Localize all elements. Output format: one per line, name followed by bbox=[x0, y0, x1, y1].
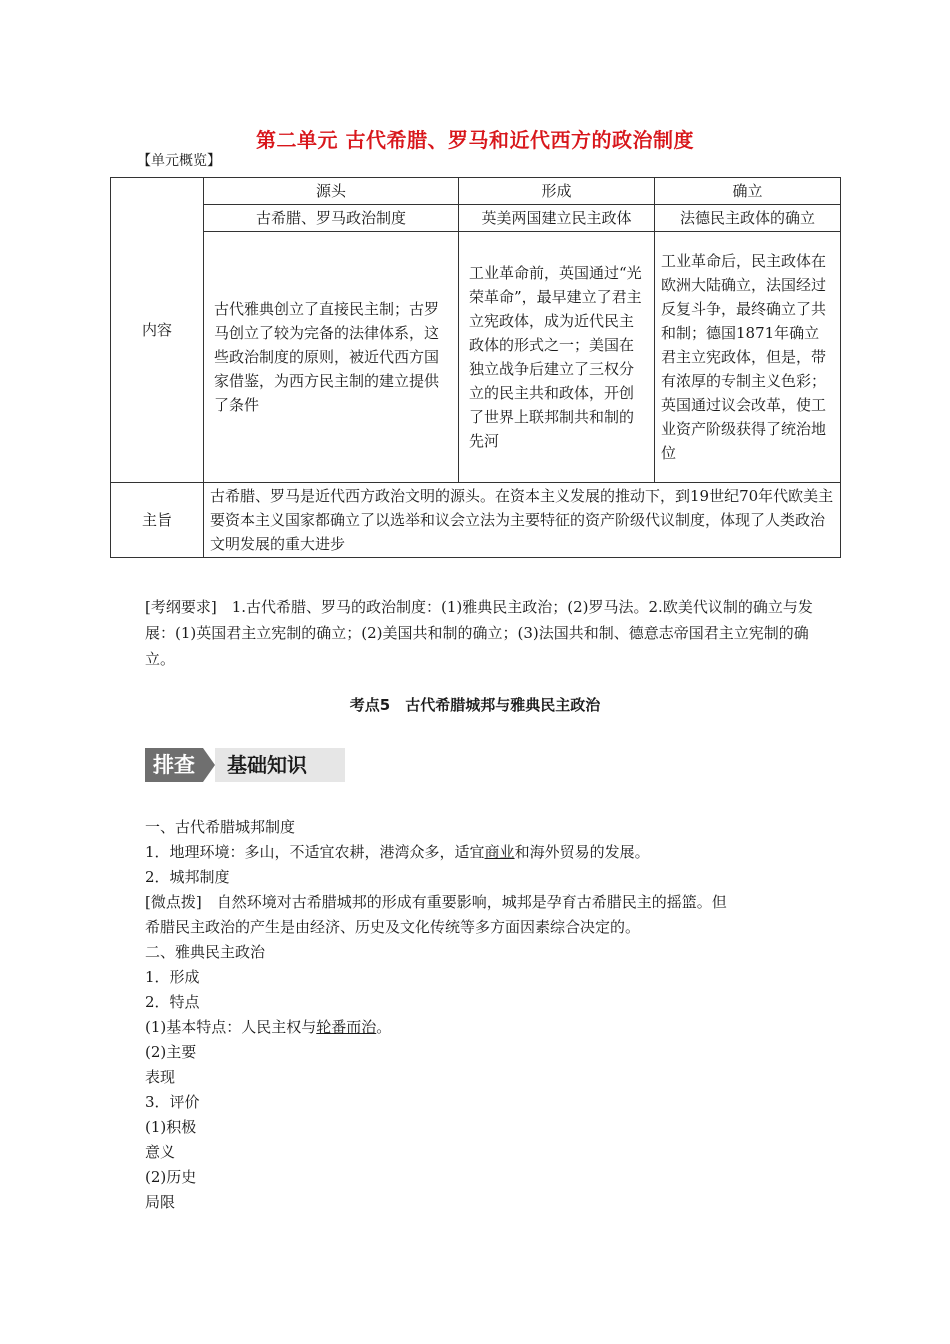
subheader-source: 古希腊、罗马政治制度 bbox=[204, 205, 459, 232]
topic-title: 考点5 古代希腊城邦与雅典民主政治 bbox=[349, 696, 601, 714]
line-tip-cont: 希腊民主政治的产生是由经济、历史及文化传统等多方面因素综合决定的。 bbox=[145, 918, 641, 936]
line-significance: 意义 bbox=[145, 1143, 176, 1161]
line-tip: [微点拨] 自然环境对古希腊城邦的形成有重要影响，城邦是孕育古希腊民主的摇篮。但 bbox=[145, 893, 727, 911]
line-text: 和海外贸易的发展。 bbox=[514, 843, 650, 861]
line-limitations: 局限 bbox=[145, 1193, 176, 1211]
theme-row-label: 主旨 bbox=[111, 483, 204, 558]
overview-table bbox=[110, 177, 841, 558]
content-source: 古代雅典创立了直接民主制；古罗马创立了较为完备的法律体系，这些政治制度的原则，被近代西方国家借鉴，为西方民主制的建立提供了条件 bbox=[204, 232, 459, 483]
line-positive: (1)积极 bbox=[145, 1118, 197, 1136]
header-establishment: 确立 bbox=[655, 178, 841, 205]
theme-text: 古希腊、罗马是近代西方政治文明的源头。在资本主义发展的推动下，到19世纪70年代欧美主要资本主义国家都确立了以选举和议会立法为主要特征的资产阶级代议制度，体现了人类政治文明发展的重大进步 bbox=[204, 483, 841, 558]
knowledge-body bbox=[145, 815, 825, 1215]
banner-left-label: 排查 bbox=[145, 748, 203, 782]
content-establishment: 工业革命后，民主政体在欧洲大陆确立，法国经过反复斗争，最终确立了共和制；德国1871年确立君主立宪政体，但是，带有浓厚的专制主义色彩；英国通过议会改革，使工业资产阶级获得了统治地位 bbox=[655, 232, 841, 483]
header-source: 源头 bbox=[204, 178, 459, 205]
content-formation: 工业革命前，英国通过“光荣革命”，最早建立了君主立宪政体，成为近代民主政体的形式之一；美国在独立战争后建立了三权分立的民主共和政体，开创了世界上联邦制共和制的先河 bbox=[459, 232, 655, 483]
line-main: (2)主要 bbox=[145, 1043, 197, 1061]
heading-city-state: 一、古代希腊城邦制度 bbox=[145, 818, 296, 836]
line-historical: (2)历史 bbox=[145, 1168, 197, 1186]
exam-requirements: [考纲要求] 1.古代希腊、罗马的政治制度：(1)雅典民主政治；(2)罗马法。2.欧美代议制的确立与发展：(1)英国君主立宪制的确立；(2)美国共和制的确立；(3)法国共和制、德意志帝国君主立宪制的确立。 bbox=[145, 598, 813, 668]
unit-title: 第二单元 古代希腊、罗马和近代西方的政治制度 bbox=[256, 128, 694, 152]
line-city-state-system: 2．城邦制度 bbox=[145, 868, 230, 886]
section-banner bbox=[145, 748, 345, 782]
header-formation: 形成 bbox=[459, 178, 655, 205]
line-geography bbox=[145, 840, 825, 865]
line-manifestation: 表现 bbox=[145, 1068, 176, 1086]
line-features: 2．特点 bbox=[145, 993, 200, 1011]
subheader-formation: 英美两国建立民主政体 bbox=[459, 205, 655, 232]
line-text: 1．地理环境：多山，不适宜农耕，港湾众多，适宜 bbox=[145, 843, 485, 861]
banner-right-label: 基础知识 bbox=[215, 748, 345, 782]
line-text: (1)基本特点：人民主权与 bbox=[145, 1018, 317, 1036]
banner-arrow-icon bbox=[203, 748, 215, 782]
line-text: 。 bbox=[376, 1018, 392, 1036]
subheader-establishment: 法德民主政体的确立 bbox=[655, 205, 841, 232]
answer-commerce: 商业 bbox=[484, 843, 515, 861]
line-evaluation: 3．评价 bbox=[145, 1093, 200, 1111]
heading-athens-democracy: 二、雅典民主政治 bbox=[145, 943, 266, 961]
content-row-label: 内容 bbox=[111, 178, 204, 483]
answer-rotation: 轮番而治 bbox=[316, 1018, 377, 1036]
overview-label: 【单元概览】 bbox=[137, 153, 221, 169]
line-basic-features bbox=[145, 1015, 825, 1040]
line-formation: 1．形成 bbox=[145, 968, 200, 986]
